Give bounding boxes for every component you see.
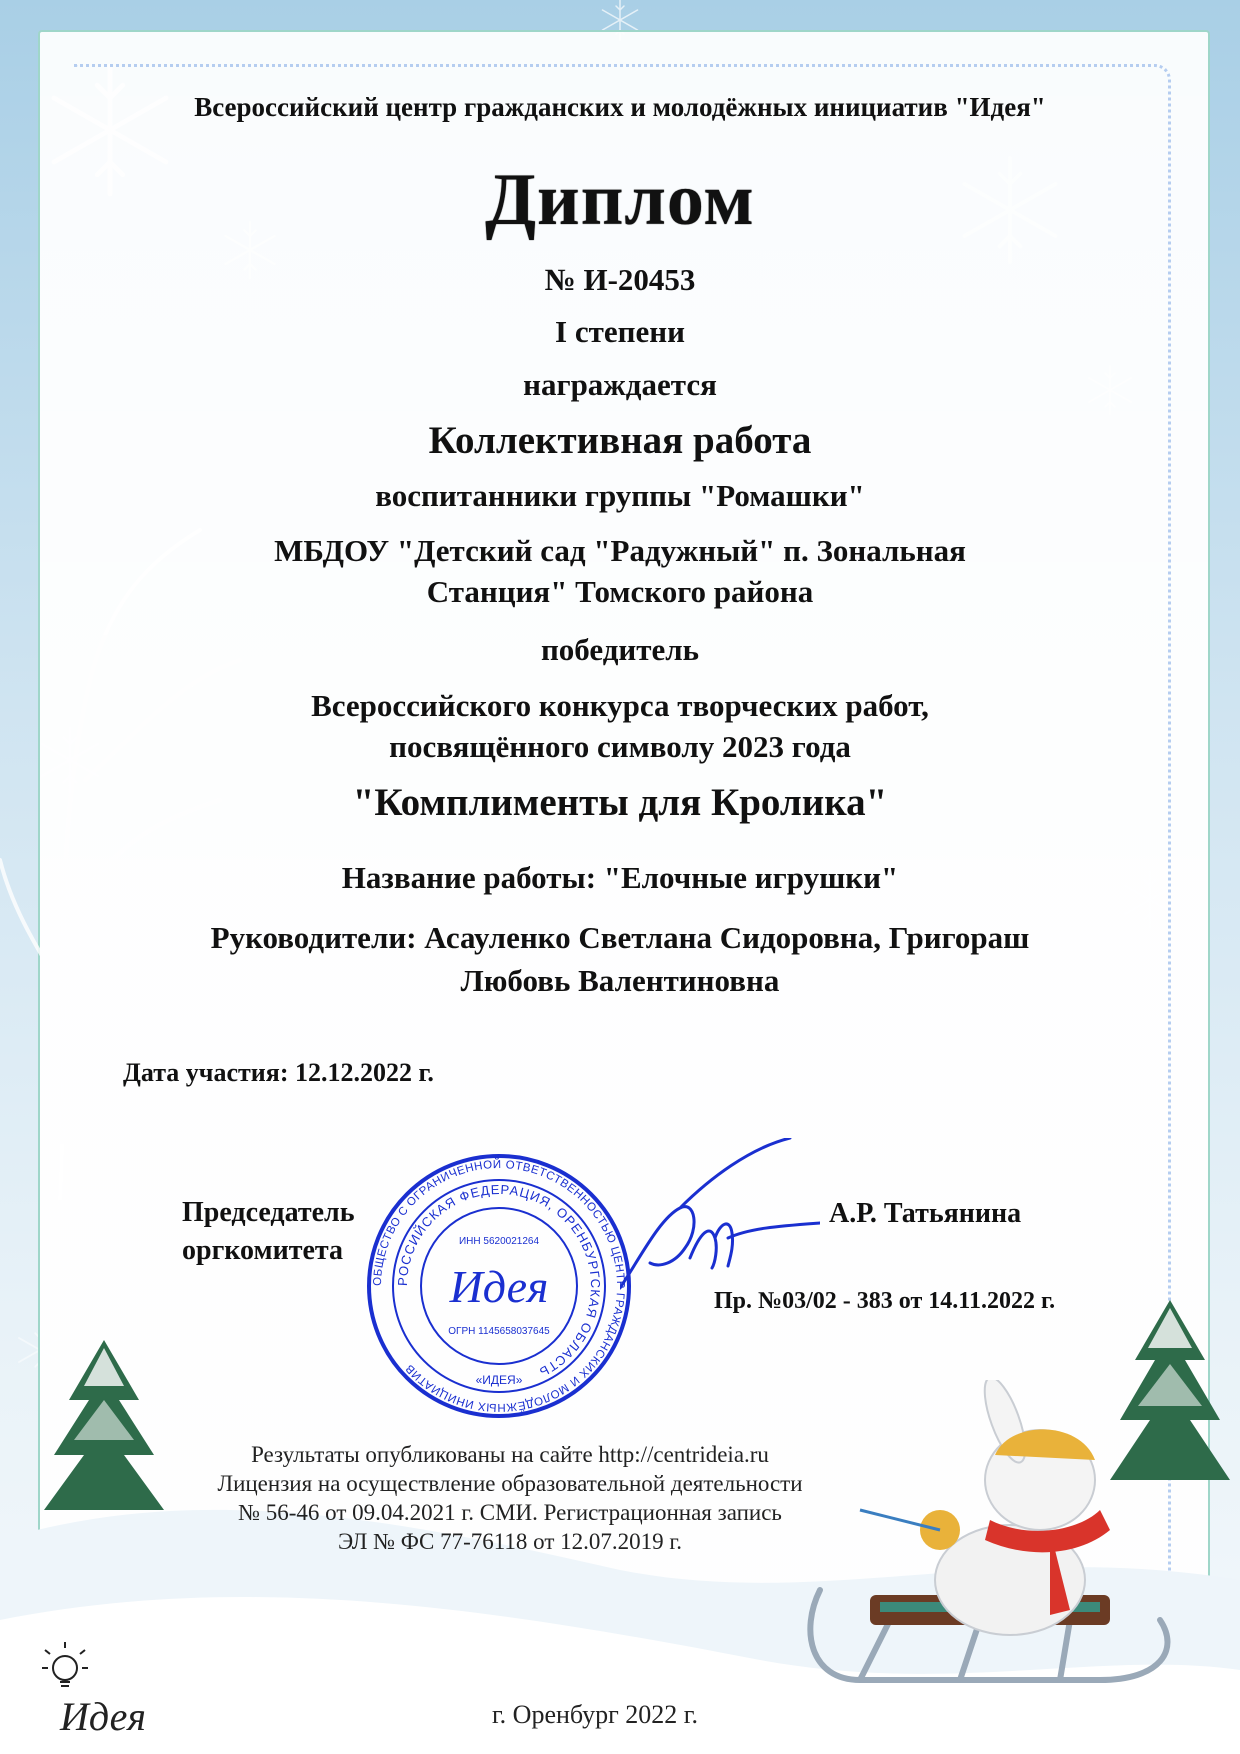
school-line-2: Станция" Томского района — [426, 574, 814, 609]
winner-label: победитель — [540, 632, 700, 667]
contest-line-1: Всероссийского конкурса творческих работ, — [311, 688, 929, 723]
recipient-name: Коллективная работа — [428, 419, 812, 462]
seal-ogrn: ОГРН 1145658037645 — [448, 1326, 550, 1337]
logo-text: Идея — [60, 1694, 146, 1739]
publication-info — [160, 1440, 860, 1556]
contest-description — [0, 685, 1240, 767]
diploma-number: № И-20453 — [544, 262, 696, 297]
work-title: Название работы: "Елочные игрушки" — [341, 860, 899, 895]
school-name — [0, 530, 1240, 612]
diploma-degree: I степени — [555, 314, 685, 349]
organization-name: Всероссийский центр гражданских и молодёжных инициатив "Идея" — [194, 92, 1046, 122]
seal-inn: ИНН 5620021264 — [458, 1236, 540, 1247]
bunny-on-sled-illustration — [800, 1380, 1200, 1710]
seal-bottom-text: «ИДЕЯ» — [475, 1373, 523, 1387]
contest-name: "Комплименты для Кролика" — [352, 781, 888, 824]
seal-outer-text: ОБЩЕСТВО С ОГРАНИЧЕННОЙ ОТВЕТСТВЕННОСТЬЮ ЦЕНТР ГРАЖДАНСКИХ И МОЛОДЁЖНЫХ ИНИЦИАТИВ — [371, 1158, 627, 1414]
leaders — [0, 916, 1240, 1002]
official-seal-stamp — [365, 1152, 633, 1420]
order-reference: Пр. №03/02 - 383 от 14.11.2022 г. — [714, 1288, 1056, 1314]
chair-title — [182, 1194, 355, 1270]
seal-center-text: Идея — [449, 1261, 549, 1312]
info-line-4: ЭЛ № ФС 77-76118 от 12.07.2019 г. — [338, 1529, 682, 1554]
info-line-2: Лицензия на осуществление образовательной деятельности — [217, 1471, 803, 1496]
group-name: воспитанники группы "Ромашки" — [375, 478, 865, 513]
participation-date: Дата участия: 12.12.2022 г. — [123, 1058, 434, 1087]
chair-line-1: Председатель — [182, 1197, 355, 1228]
diploma-title: Диплом — [485, 159, 755, 241]
fir-tree-left — [44, 1340, 164, 1520]
info-line-3: № 56-46 от 09.04.2021 г. СМИ. Регистрационная запись — [238, 1500, 782, 1525]
leaders-line-1: Руководители: Асауленко Светлана Сидоровна, Григораш — [210, 920, 1030, 955]
chair-line-2: оргкомитета — [182, 1235, 343, 1266]
school-line-1: МБДОУ "Детский сад "Радужный" п. Зональная — [274, 533, 966, 568]
info-line-1: Результаты опубликованы на сайте http://centrideia.ru — [251, 1442, 769, 1467]
awarded-label: награждается — [523, 367, 717, 402]
signer-name: А.Р. Татьянина — [829, 1198, 1022, 1229]
leaders-line-2: Любовь Валентиновна — [460, 963, 780, 998]
seal-inner-text: РОССИЙСКАЯ ФЕДЕРАЦИЯ, ОРЕНБУРГСКАЯ ОБЛАСТЬ — [394, 1181, 604, 1381]
contest-line-2: посвящённого символу 2023 года — [389, 729, 851, 764]
ideya-logo — [20, 1630, 170, 1750]
handwritten-signature — [620, 1138, 820, 1308]
city-year: г. Оренбург 2022 г. — [491, 1700, 699, 1729]
